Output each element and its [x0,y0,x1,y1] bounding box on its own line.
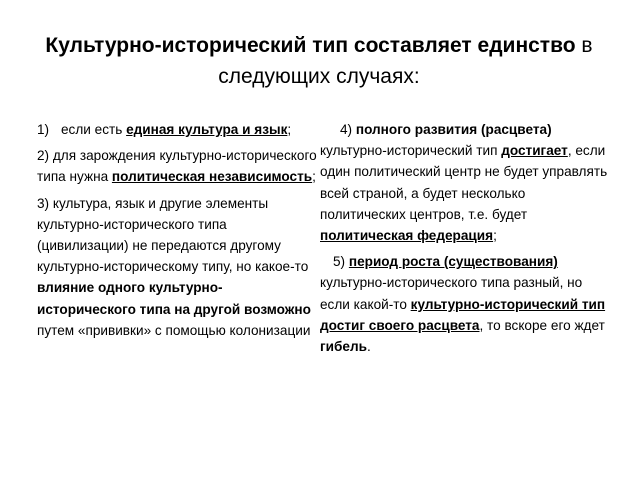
bold-run: культурно-исторический тип достиг своего расцвета [320,296,606,333]
list-item-1-number: 1) [37,122,50,137]
text-run: . [366,339,371,355]
text-run: 4) [340,122,356,137]
bold-run: полного развития (расцвета) [355,122,552,137]
text-run: ; [287,122,292,137]
left-column [37,119,317,346]
bold-run: период роста (существования) [348,254,558,270]
bold-run: политическая независимость [111,169,313,185]
bold-run: влияние одного культурно-исторического типа на другой возможно [37,280,311,317]
text-run: 2) для зарождения культурно-исторического типа нужна [37,148,317,185]
slide-title-line2: следующих случаях: [218,65,420,88]
text-run: культурно-исторический тип [320,143,502,159]
text-run: , то вскоре его ждет [479,317,605,333]
text-run: если есть [61,122,127,137]
bold-run: единая культура и язык [126,122,288,137]
slide-title-line1 [0,30,638,61]
bold-run: достигает [501,143,568,159]
text-run: 3) культура, язык и другие элементы культурно-исторического типа (цивилизации) не передаются другому культурно-историческому типу, но какое-то [37,195,309,275]
list-item-1 [37,119,317,140]
list-item-1-text [61,119,291,140]
slide-title [0,30,638,92]
text-run: , если один политический центр не будет управлять всей страной, а будет несколько политических центров, т.е. будет [320,143,608,222]
bold-run: гибель [320,339,367,355]
list-item-5 [320,251,612,357]
text-run: 5) [333,254,349,270]
list-item-3 [37,193,317,341]
bold-run: политическая федерация [320,228,494,244]
right-column [320,119,612,362]
text-run: культурно-исторического типа разный, но если какой-то [320,275,583,312]
list-item-2 [37,145,317,187]
title-bold: Культурно-исторический тип составляет единство [45,34,576,57]
text-run: ; [493,228,497,244]
text-run: ; [312,169,316,185]
list-item-4 [320,119,612,246]
title-tail: в [575,34,593,57]
text-run: путем «прививки» с помощью колонизации [37,322,311,338]
